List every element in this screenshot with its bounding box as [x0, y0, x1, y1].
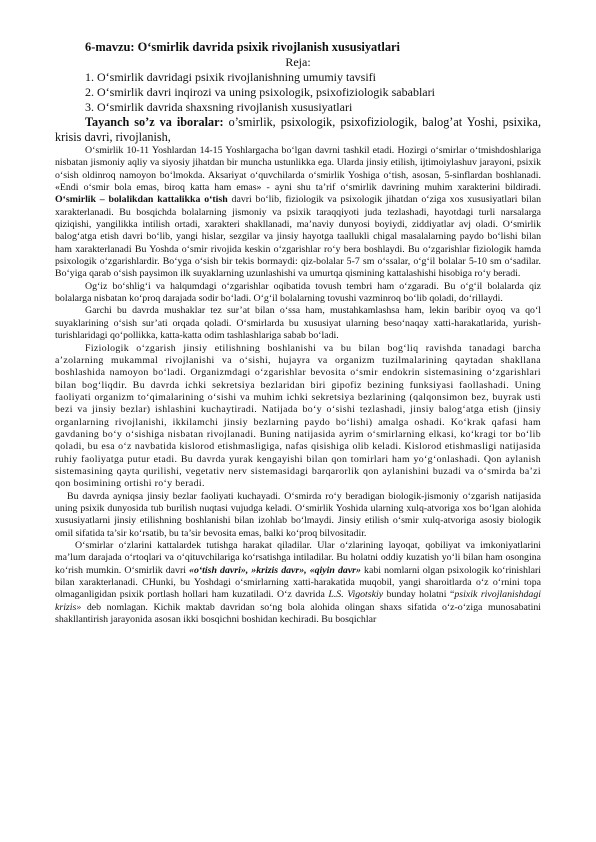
document-title: 6-mavzu: O‘smirlik davrida psixik rivojlanish xususiyatlari: [85, 40, 400, 54]
paragraph-6: [55, 540, 541, 626]
paragraph-5: Bu davrda ayniqsa jinsiy bezlar faoliyati kuchayadi. O‘smirda ro‘y beradigan biologik-jismoniy o‘zgarish natijasida uning psixik dunyosida tub burilish nuqtasi vujudga keladi. O‘smirlik Yoshida ularning xulq-atvoriga xos bo‘lgan alohida xususiyatlarni jinsiy etilishning boshlanishi bilan izohlab bo‘lmaydi. Jinsiy etilish o‘smir xulq-atvoriga asosiy biologik omil sifatida ta’sir ko‘rsatib, bu ta’sir bevosita emas, balki ko‘proq bilvositadir.: [55, 490, 541, 539]
paragraph-6-author: L.S. Vigotskiy: [328, 589, 384, 601]
paragraph-6-part-c: bunday holatni “: [383, 589, 455, 601]
paragraph-6-part-d: deb nomlagan. Kichik maktab davridan so‘ng bola alohida olingan shaxs sifatida o‘z-o‘ziga munosabatini shakllantirish jarayonida asosan ikki bosqichni boshidan kechiradi. Bu bosqichlar: [55, 601, 541, 626]
paragraph-1-bold: O‘smirlik – bolalikdan kattalikka o‘tish: [55, 194, 228, 206]
paragraph-1: [55, 145, 541, 281]
paragraph-3: Garchi bu davrda mushaklar tez sur’at bilan o‘ssa ham, mustahkamlashsa ham, lekin baribir oyoq va qo‘l suyaklarining o‘sish sur’ati orqada qoladi. O‘smirlarda bu xususiyat ularning beso‘naqay xatti-harakatlarida, yurish-turishlaridagi qo‘pollikka, katta-katta odim tashlashlariga sabab bo‘ladi.: [55, 305, 541, 342]
keywords-label: Tayanch so’z va iboralar:: [85, 115, 224, 129]
plan-item-3: 3. O‘smirlik davrida shaxsning rivojlanish xususiyatlari: [85, 100, 353, 114]
keywords-text: o’smirlik, psixologik, psixofiziologik, balog’at Yoshi, psixika, krisis davri, rivojlanish,: [55, 115, 541, 144]
paragraph-1-start: O‘smirlik 10-11 Yoshlardan 14-15 Yoshlargacha bo‘lgan davrni tashkil etadi. Hozirgi o‘smirlar o‘tmishdoshlariga nisbatan jismoniy aqliy va siyosiy jihatdan bir muncha ustunlikka ega. Ularda jinsiy etilish, ijtimoiylashuv jarayoni, psixik o‘sish oldinroq namoyon bo‘lmokda. Aksariyat o‘quvchilarda o‘smirlik Yoshiga o‘tish, asosan, 5-sinflardan boshlanadi. «Endi o‘smir bola emas, biroq katta ham emas» - ayni shu ta’rif o‘smirlik davrining muhim xarakterini bildiradi.: [55, 145, 541, 194]
document-page: [55, 40, 541, 626]
paragraph-6-quote: psixik rivojlanishdagi krizis»: [55, 589, 541, 613]
paragraph-6-start: O‘smirlar o‘zlarini kattalardek tutishga harakat qiladilar. Ular o‘zlarining layoqat, qobiliyat va imkoniyatlarini ma’lum darajada o‘rtoqlari va o‘qituvchilariga ko‘rsatishga intiladilar. Bu holatni oddiy kuzatish yo‘li bilan ham osongina ko‘rish mumkin. O‘smirlik davri: [55, 540, 541, 576]
plan-heading: Reja:: [285, 55, 311, 69]
paragraph-6-bold-italic: «o‘tish davri», »krizis davr», «qiyin davr»: [189, 564, 361, 576]
plan-item-1: 1. O‘smirlik davridagi psixik rivojlanishning umumiy tavsifi: [85, 70, 376, 84]
paragraph-2: Og‘iz bo‘shlig‘i va halqumdagi o‘zgarishlar oqibatida tovush tembri ham o‘zgaradi. Bu o‘g‘il bolalarda qiz bolalarga nisbatan ko‘proq darajada sodir bo‘ladi. O‘g‘il bolalarning tovushi vazminroq bo‘lib qoladi, do‘rillaydi.: [55, 280, 541, 305]
paragraph-1-rest: davri bo‘lib, fiziologik va psixologik jihatdan o‘ziga xos xususiyatlari bilan xarakterlanadi. Bu bosqichda bolalarning jismoniy va psixik taraqqiyoti juda tezlashadi, hayotdagi turli narsalarga qiziqishi, yangilikka intilish ortadi, xarakteri shakllanadi, ma’naviy dunyosi boyiydi, ziddiyatlar avj oladi. O‘smirlik balog‘atga etish davri bo‘lib, yangi hislar, sezgilar va jinsiy hayotga taallukli chigal masalalarning paydo bo‘lishi bilan ham xarakterlanadi Bu Yoshda o‘smir rivojida keskin o‘zgarishlar ro‘y bera boshlaydi. Bu o‘zgarishlar fiziologik hamda psixologik o‘zgarishlardir. Bo‘yga o‘sish bir tekis bormaydi: qiz-bolalar 5-7 sm o‘ssalar, o‘g‘il bolalar 5-10 sm o‘sadilar. Bo‘yiga qarab o‘sish paysimon ilk suyaklarning uzunlashishi va umurtqa qismining kattalashishi hisobiga ro‘y beradi.: [55, 194, 541, 280]
paragraph-4: Fiziologik o‘zgarish jinsiy etilishning boshlanishi va bu bilan bog‘liq ravishda tanadagi barcha a’zolarning mukammal rivojlanishi va o‘sishi, hujayra va organizm tuzilmalarining qaytadan shakllana boshlashida namoyon bo‘ladi. Organizmdagi o‘zgarishlar bevosita o‘smir endokrin sistemasining o‘zgarishlari bilan bog‘liqdir. Bu davrda ichki sekretsiya bezlaridan biri gipofiz bezining funksiyasi faollashadi. Uning faoliyati organizm to‘qimalarining o‘sishi va muhim ichki sekretsiya bezlarining (qalqonsimon bez, buyrak usti bezi va jinsiy bezlar) ishlashini kuchaytiradi. Natijada bo‘y o‘sishi tezlashadi, jinsiy balog‘atga etish (jinsiy organlarning rivojlanishi, ikkilamchi jinsiy bezlarning paydo bo‘lishi) amalga oshadi. Ko‘krak qafasi ham gavdaning bo‘y o‘sishiga nisbatan rivojlanadi. Buning natijasida ayrim o‘smirlarning elkasi, ko‘kragi tor bo‘lib qoladi, bu esa o‘z navbatida kislorod etishmasligiga, nafas qisishiga olib keladi. Kislorod etishmasligi natijasida ruhiy faoliyatga putur etadi. Bu davrda yurak kengayishi bilan qon tomirlari ham yo‘g‘onlashadi. Qon aylanish sistemasining qayta qurilishi, vegetativ nerv sistemasidagi barqarorlik qon aylanishini buzadi va o‘smirda ba’zi qon bosimining ortishi ro‘y beradi.: [55, 342, 541, 490]
paragraph-6-part-b: kabi nomlarni olgan psixologik ko‘rinishlari bilan xarakterlanadi. CHunki, bu Yoshdagi o‘smirlarning xatti-harakatida muqobil, yangi sharoitlarda o‘z o‘rnini topa olmaganligidan psixik portlash hollari ham kuzatiladi. O‘z davrida: [55, 564, 541, 601]
plan-item-2: 2. O‘smirlik davri inqirozi va uning psixologik, psixofiziologik sabablari: [85, 85, 435, 99]
keywords-paragraph: [55, 115, 541, 145]
